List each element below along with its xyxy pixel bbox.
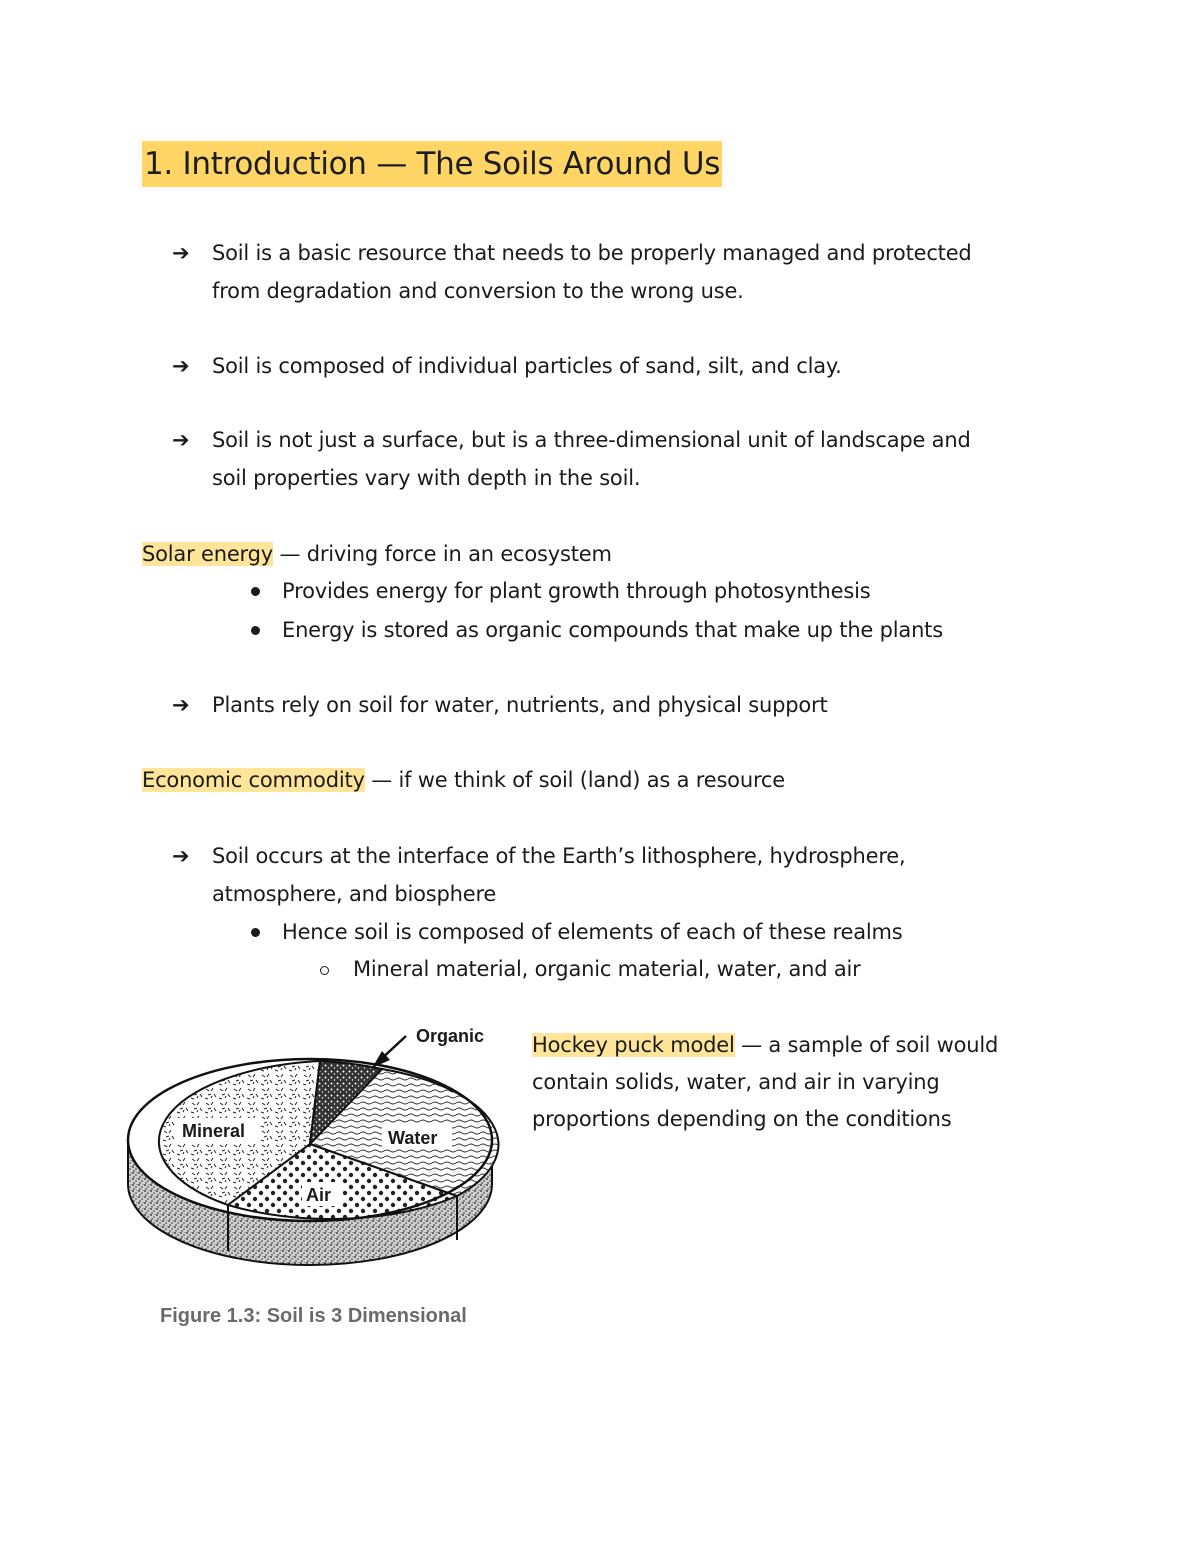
water-label: Water	[388, 1128, 438, 1148]
hockey-puck-line1	[532, 1026, 998, 1064]
arrow-item-1-line2: from degradation and conversion to the wrong use.	[212, 279, 744, 303]
arrow-item-1-line1: Soil is a basic resource that needs to be properly managed and protected	[212, 241, 972, 265]
section-heading: 1. Introduction — The Soils Around Us	[142, 141, 722, 187]
hockey-puck-line3: proportions depending on the conditions	[532, 1107, 952, 1131]
solar-energy-definition: — driving force in an ecosystem	[272, 542, 612, 566]
right-arrow-icon: ➔	[172, 241, 190, 265]
organic-label: Organic	[416, 1026, 485, 1046]
solar-energy-line	[142, 535, 612, 573]
figure-caption: Figure 1.3: Soil is 3 Dimensional	[160, 1305, 467, 1327]
filled-circle-bullet	[251, 626, 260, 635]
right-arrow-icon: ➔	[172, 428, 190, 452]
hockey-puck-term: Hockey puck model	[532, 1033, 735, 1057]
arrow-item-3-line2: soil properties vary with depth in the soil.	[212, 466, 641, 490]
economic-commodity-line	[142, 761, 785, 799]
air-label: Air	[306, 1185, 332, 1205]
arrow-item-2: Soil is composed of individual particles of sand, silt, and clay.	[212, 354, 842, 378]
filled-circle-bullet	[251, 928, 260, 937]
interface-bullet: Hence soil is composed of elements of each of these realms	[282, 920, 903, 944]
soil-hockey-puck-figure	[120, 1016, 500, 1301]
plants-item: Plants rely on soil for water, nutrients, and physical support	[212, 693, 828, 717]
solar-energy-term: Solar energy	[142, 542, 273, 566]
right-arrow-icon: ➔	[172, 354, 190, 378]
hollow-circle-bullet	[320, 966, 329, 975]
arrow-item-3-line1: Soil is not just a surface, but is a three-dimensional unit of landscape and	[212, 428, 971, 452]
interface-item-line2: atmosphere, and biosphere	[212, 882, 497, 906]
right-arrow-icon: ➔	[172, 844, 190, 868]
economic-commodity-definition: — if we think of soil (land) as a resource	[364, 768, 785, 792]
filled-circle-bullet	[251, 587, 260, 596]
interface-sub-bullet: Mineral material, organic material, water, and air	[353, 957, 861, 981]
hockey-puck-line2: contain solids, water, and air in varying	[532, 1070, 940, 1094]
economic-commodity-term: Economic commodity	[142, 768, 365, 792]
interface-item-line1: Soil occurs at the interface of the Earth’s lithosphere, hydrosphere,	[212, 844, 906, 868]
solar-bullet-2: Energy is stored as organic compounds that make up the plants	[282, 618, 943, 642]
solar-bullet-1: Provides energy for plant growth through photosynthesis	[282, 579, 871, 603]
hockey-puck-definition: — a sample of soil would	[734, 1033, 999, 1057]
right-arrow-icon: ➔	[172, 693, 190, 717]
mineral-label: Mineral	[182, 1121, 246, 1141]
